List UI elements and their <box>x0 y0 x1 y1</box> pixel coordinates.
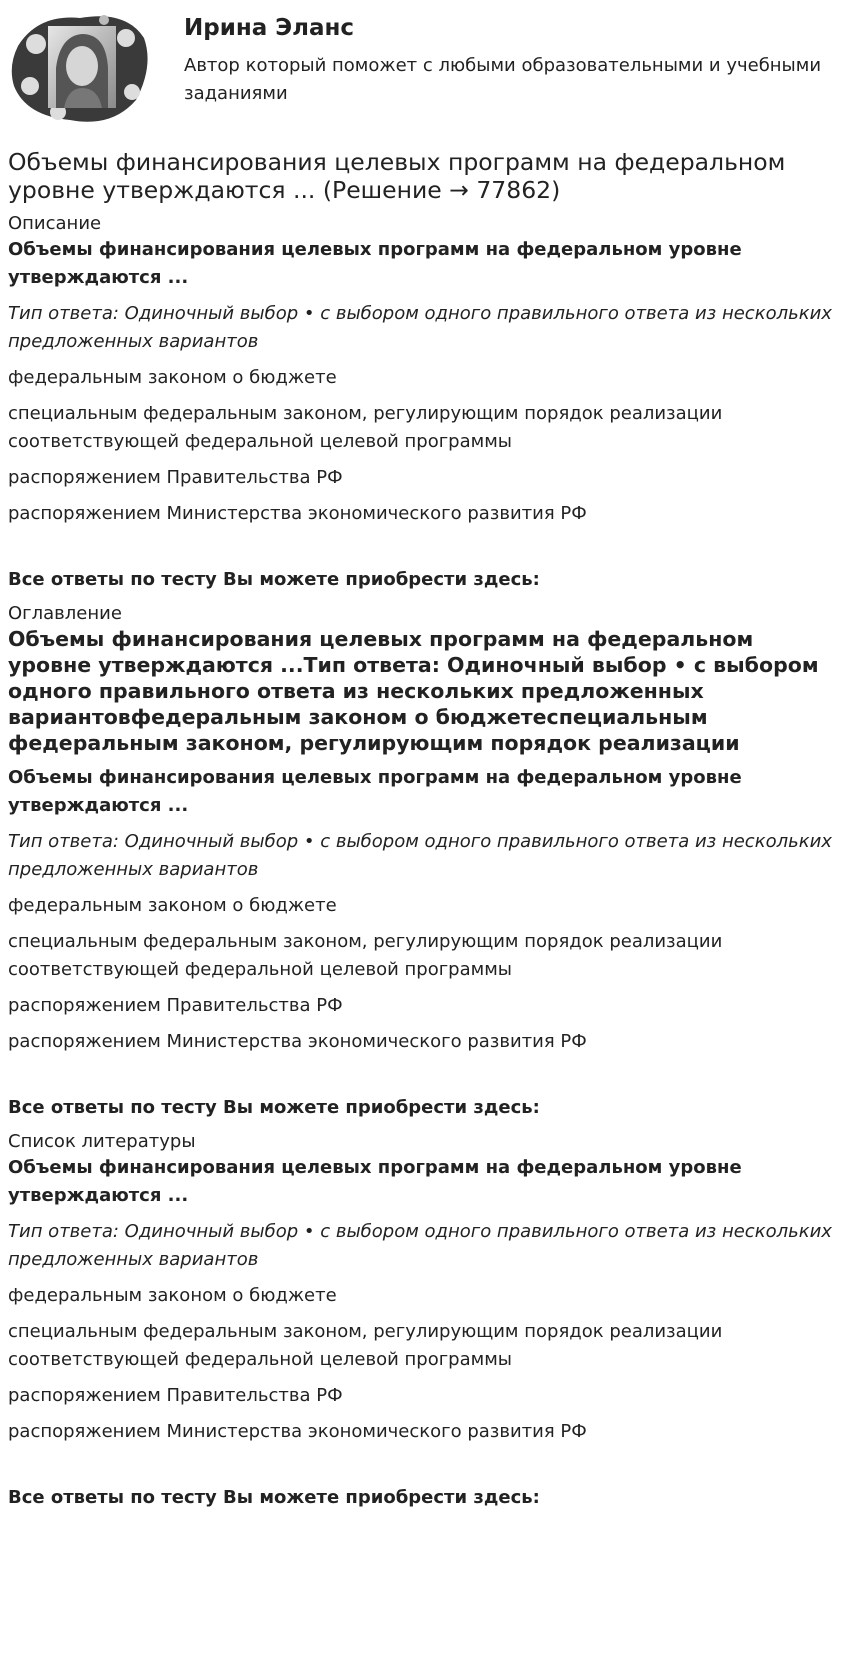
answer-type: Тип ответа: Одиночный выбор • с выбором одного правильного ответа из нескольких предложенных вариантов <box>8 831 832 880</box>
question-title: Объемы финансирования целевых программ на федеральном уровне утверждаются ... <box>8 239 742 288</box>
question-title: Объемы финансирования целевых программ на федеральном уровне утверждаются ... <box>8 1157 742 1206</box>
toc-heading: Объемы финансирования целевых программ на федеральном уровне утверждаются ...Тип ответа: Одиночный выбор • с выбором одного правильного ответа из нескольких предложенных вариантовфедеральным законом о бюджетеспециальным федеральным законом, регулирующим порядок реализации <box>8 627 819 755</box>
answer-type: Тип ответа: Одиночный выбор • с выбором одного правильного ответа из нескольких предложенных вариантов <box>8 303 832 352</box>
buy-answers-text: Все ответы по тесту Вы можете приобрести здесь: <box>8 1097 540 1118</box>
section-references <box>8 1130 838 1512</box>
author-avatar[interactable] <box>8 8 153 128</box>
section-toc <box>8 602 838 1122</box>
answer-option: распоряжением Правительства РФ <box>8 1385 343 1406</box>
author-block <box>8 8 828 128</box>
answer-type: Тип ответа: Одиночный выбор • с выбором одного правильного ответа из нескольких предложенных вариантов <box>8 1221 832 1270</box>
buy-answers-text: Все ответы по тесту Вы можете приобрести здесь: <box>8 569 540 590</box>
answer-option: специальным федеральным законом, регулирующим порядок реализации соответствующей федеральной целевой программы <box>8 403 723 452</box>
author-description: Автор который поможет с любыми образовательными и учебными заданиями <box>184 55 822 104</box>
section-label-toc: Оглавление <box>8 603 122 624</box>
buy-answers-text: Все ответы по тесту Вы можете приобрести здесь: <box>8 1487 540 1508</box>
answer-option: распоряжением Правительства РФ <box>8 467 343 488</box>
answer-option: распоряжением Министерства экономического развития РФ <box>8 1031 587 1052</box>
author-name[interactable]: Ирина Эланс <box>184 15 355 41</box>
section-description <box>8 212 838 594</box>
section-label-description: Описание <box>8 213 102 234</box>
main-content <box>8 148 838 1520</box>
answer-option: федеральным законом о бюджете <box>8 895 337 916</box>
page-title: Объемы финансирования целевых программ на федеральном уровне утверждаются ... (Решение → 77862) <box>8 148 786 204</box>
answer-option: федеральным законом о бюджете <box>8 367 337 388</box>
answer-option: федеральным законом о бюджете <box>8 1285 337 1306</box>
question-title: Объемы финансирования целевых программ на федеральном уровне утверждаются ... <box>8 767 742 816</box>
answer-option: специальным федеральным законом, регулирующим порядок реализации соответствующей федеральной целевой программы <box>8 1321 723 1370</box>
answer-option: распоряжением Министерства экономического развития РФ <box>8 503 587 524</box>
answer-option: специальным федеральным законом, регулирующим порядок реализации соответствующей федеральной целевой программы <box>8 931 723 980</box>
answer-option: распоряжением Министерства экономического развития РФ <box>8 1421 587 1442</box>
answer-option: распоряжением Правительства РФ <box>8 995 343 1016</box>
section-label-references: Список литературы <box>8 1131 196 1152</box>
